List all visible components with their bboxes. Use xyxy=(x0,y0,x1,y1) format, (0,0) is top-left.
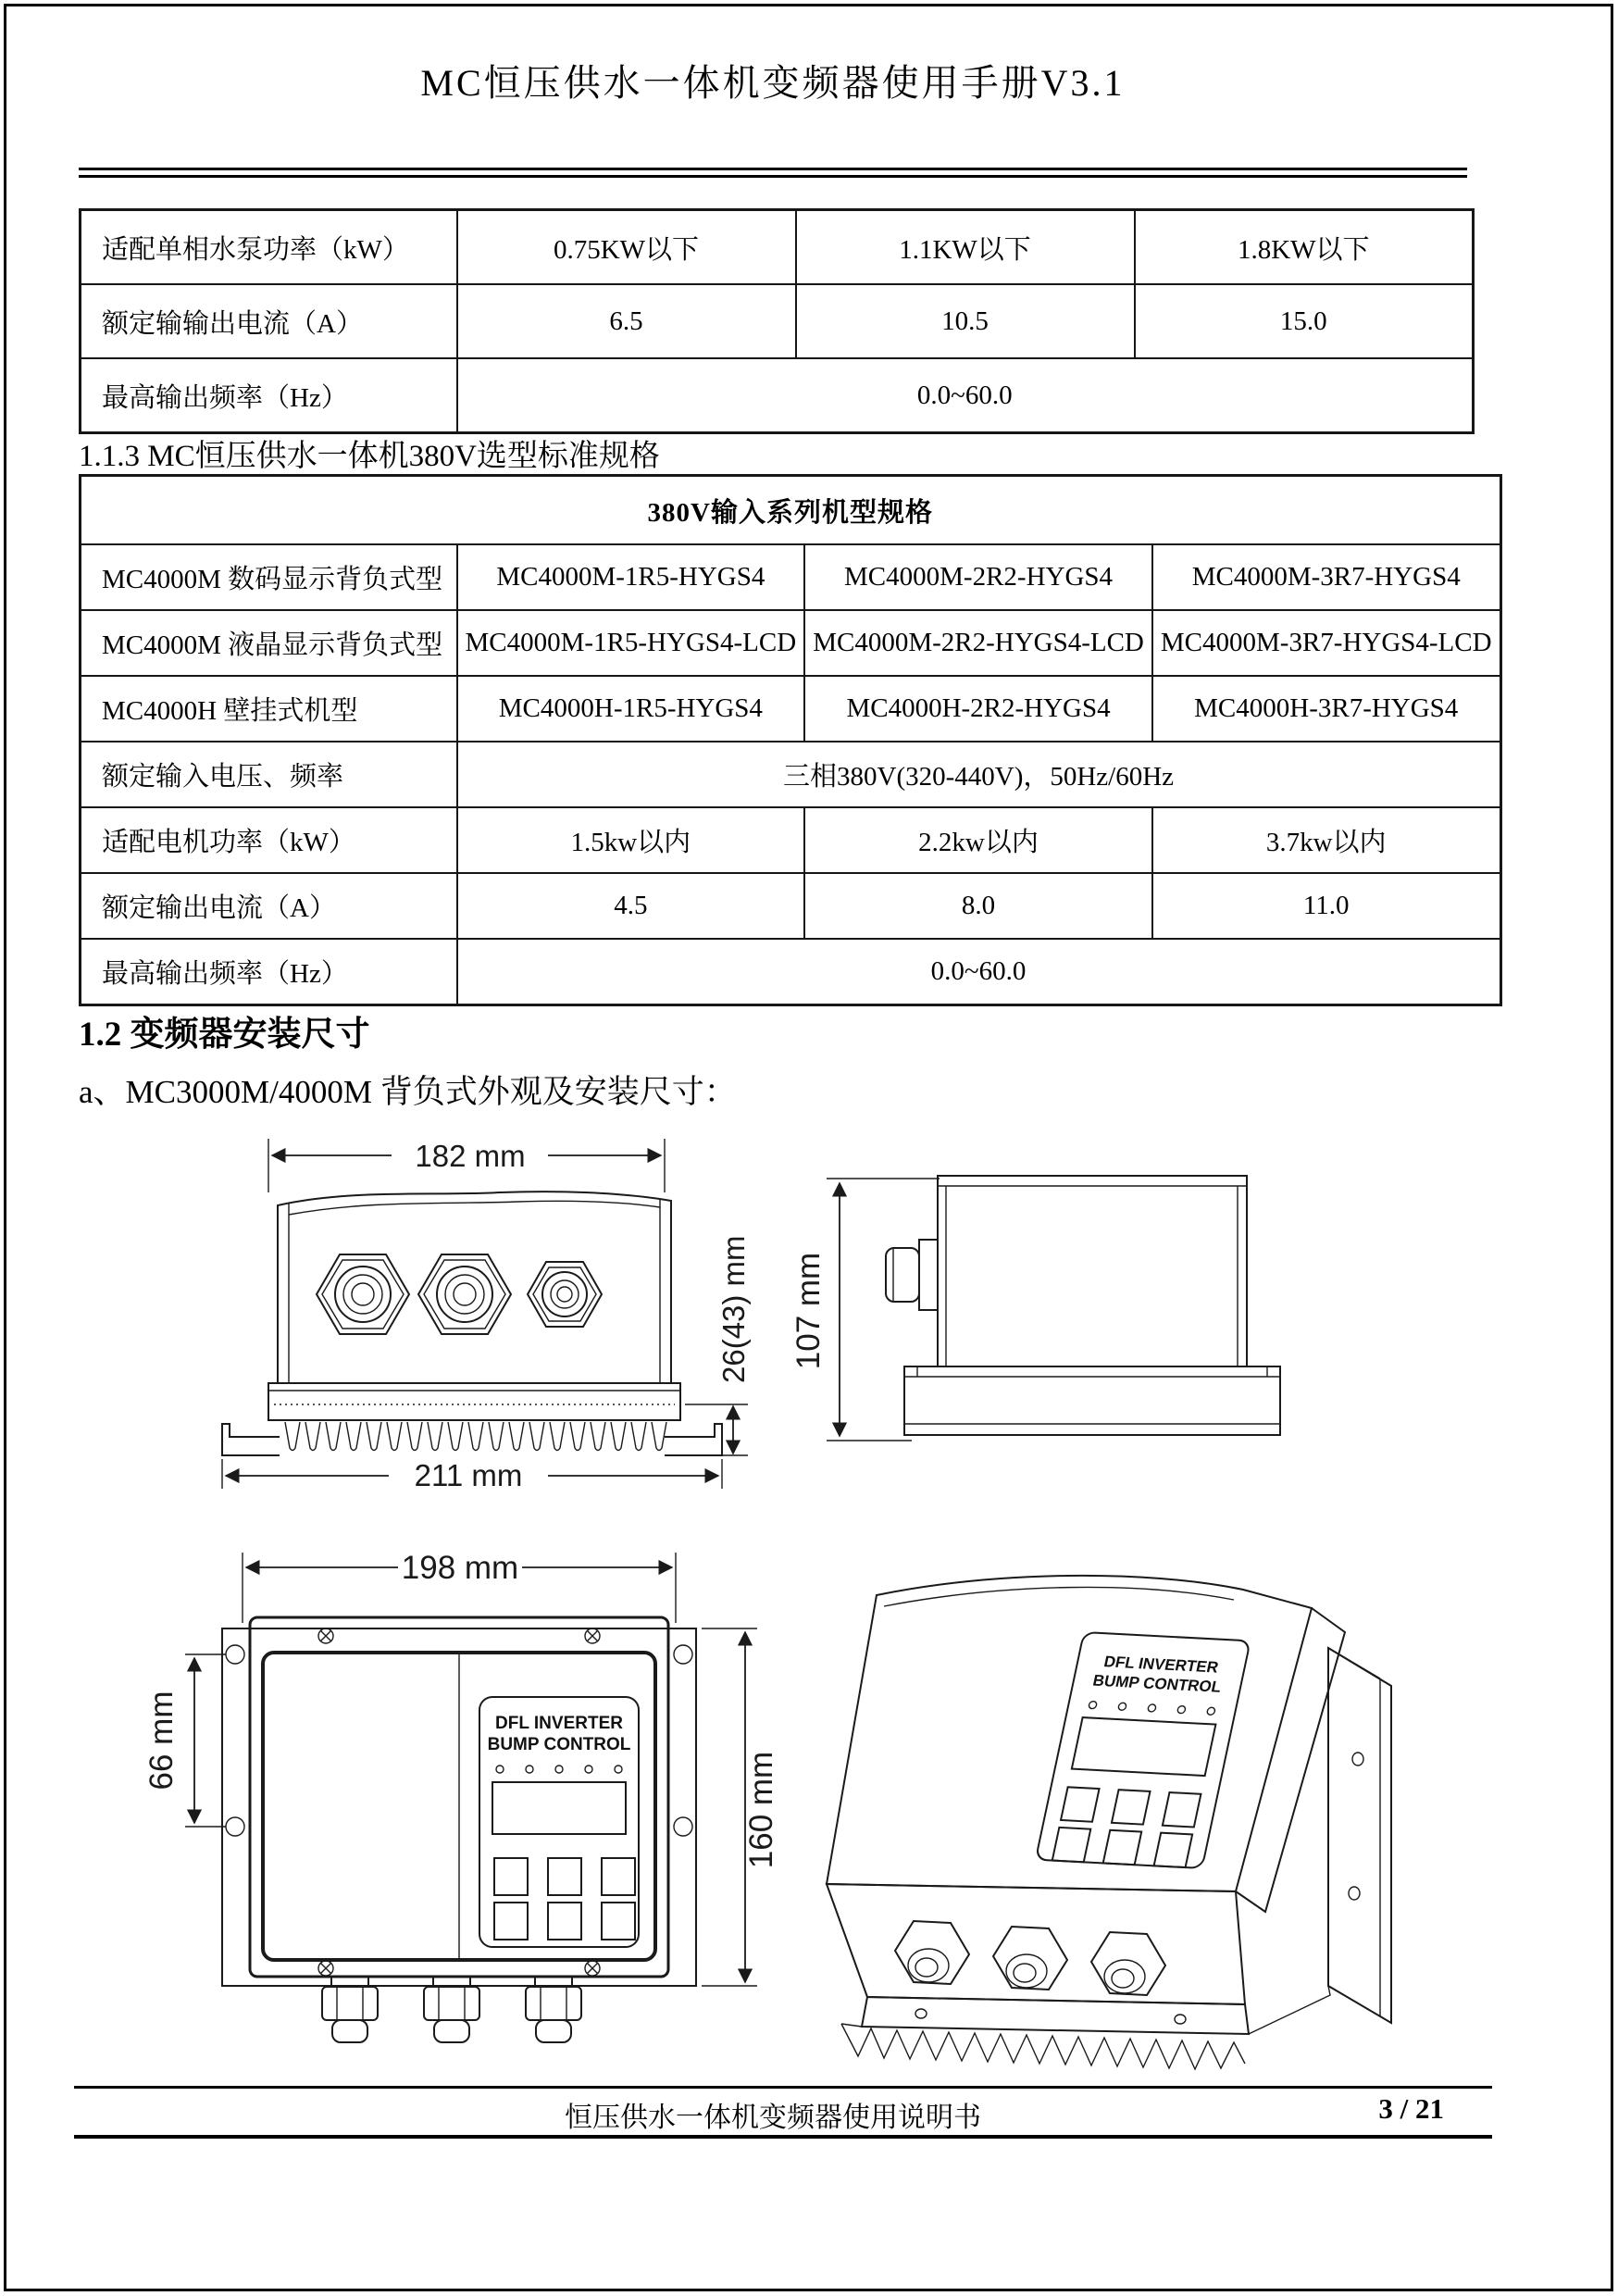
cell-value: 10.5 xyxy=(796,284,1135,358)
keypad-buttons xyxy=(494,1858,635,1940)
table-row xyxy=(81,939,1501,1005)
cell-label: 最高输出频率（Hz） xyxy=(81,939,457,1005)
cell-value: 2.2kw以内 xyxy=(804,807,1152,873)
svg-text:160 mm: 160 mm xyxy=(743,1751,779,1869)
cell-value: 11.0 xyxy=(1152,873,1500,939)
page-title: MC恒压供水一体机变频器使用手册V3.1 xyxy=(420,62,1126,104)
drawing-front-view xyxy=(130,1131,778,1502)
cell-value: 1.5kw以内 xyxy=(457,807,805,873)
keypad-panel xyxy=(1036,1632,1251,1868)
heatsink-plate xyxy=(268,1383,680,1420)
table-row xyxy=(81,358,1474,433)
cell-value: MC4000M-3R7-HYGS4 xyxy=(1152,544,1500,610)
inverter-body-side xyxy=(938,1176,1247,1366)
cell-value: MC4000H-2R2-HYGS4 xyxy=(804,676,1152,742)
cell-value: 3.7kw以内 xyxy=(1152,807,1500,873)
cable-gland-icon xyxy=(895,1921,969,1984)
screw-icon xyxy=(585,1961,600,1976)
table-row xyxy=(81,676,1501,742)
cable-gland-bottom-icon xyxy=(526,1977,581,2042)
cell-value: 0.75KW以下 xyxy=(457,210,796,285)
cell-value: 15.0 xyxy=(1135,284,1474,358)
cell-value: MC4000M-1R5-HYGS4 xyxy=(457,544,805,610)
cell-value: 8.0 xyxy=(804,873,1152,939)
svg-text:198 mm: 198 mm xyxy=(401,1550,519,1586)
cell-value: MC4000H-1R5-HYGS4 xyxy=(457,676,805,742)
cable-gland-icon xyxy=(317,1254,409,1334)
table-row xyxy=(81,284,1474,358)
heatsink-base-side xyxy=(904,1366,1280,1435)
cell-value-span: 三相380V(320-440V)，50Hz/60Hz xyxy=(457,742,1501,807)
svg-text:211 mm: 211 mm xyxy=(414,1458,523,1492)
screw-icon xyxy=(318,1628,333,1643)
keypad-buttons xyxy=(1052,1787,1201,1867)
table-row xyxy=(81,742,1501,807)
drawing-iso-view xyxy=(810,1523,1458,2060)
cell-value: 1.8KW以下 xyxy=(1135,210,1474,285)
iso-heatsink xyxy=(841,1986,1330,2069)
led-indicator-icon xyxy=(496,1766,622,1773)
svg-text:107 mm: 107 mm xyxy=(790,1252,827,1370)
table-row xyxy=(81,610,1501,676)
cell-label: 额定输出电流（A） xyxy=(81,873,457,939)
section-subline: a、MC3000M/4000M 背负式外观及安装尺寸： xyxy=(79,1074,737,1110)
drawing-side-view xyxy=(782,1128,1301,1470)
heatsink-fins xyxy=(285,1422,666,1451)
display-screen xyxy=(1072,1717,1216,1776)
svg-text:BUMP CONTROL: BUMP CONTROL xyxy=(487,1735,631,1754)
table-title-row xyxy=(81,476,1501,545)
table-220v-specs xyxy=(79,208,1475,434)
svg-text:DFL INVERTER: DFL INVERTER xyxy=(1101,1653,1221,1677)
cable-gland-bottom-icon xyxy=(424,1977,479,2042)
iso-body xyxy=(827,1576,1345,2004)
cell-label: 额定输入电压、频率 xyxy=(81,742,457,807)
svg-text:182 mm: 182 mm xyxy=(415,1139,526,1173)
header-double-rule xyxy=(79,168,1467,178)
cell-value-span: 0.0~60.0 xyxy=(457,939,1501,1005)
cable-gland-icon xyxy=(993,1927,1067,1990)
led-indicator-icon xyxy=(1089,1701,1215,1715)
cell-label: 适配单相水泵功率（kW） xyxy=(81,210,457,285)
drawing-wall-view xyxy=(130,1532,805,2060)
table-row xyxy=(81,807,1501,873)
section-heading-113: 1.1.3 MC恒压供水一体机380V选型标准规格 xyxy=(79,440,660,473)
cell-label: MC4000M 液晶显示背负式型 xyxy=(81,610,457,676)
cell-label: 适配电机功率（kW） xyxy=(81,807,457,873)
dim-66 xyxy=(143,1654,226,1827)
cell-label: MC4000H 壁挂式机型 xyxy=(81,676,457,742)
footer-rule-top xyxy=(74,2086,1492,2089)
cell-value: MC4000H-3R7-HYGS4 xyxy=(1152,676,1500,742)
cable-gland-icon xyxy=(528,1262,602,1327)
table-title: 380V输入系列机型规格 xyxy=(81,476,1501,545)
page-number: 3 / 21 xyxy=(1378,2092,1444,2125)
screw-icon xyxy=(318,1961,333,1976)
dim-107 xyxy=(790,1179,940,1441)
cell-label: 额定输输出电流（A） xyxy=(81,284,457,358)
dim-198 xyxy=(243,1550,676,1623)
cable-gland-bottom-icon xyxy=(322,1977,378,2042)
mounting-foot-left xyxy=(222,1424,280,1455)
cell-label: 最高输出频率（Hz） xyxy=(81,358,457,433)
svg-text:DFL INVERTER: DFL INVERTER xyxy=(495,1714,623,1733)
table-row xyxy=(81,210,1474,285)
cell-value: MC4000M-2R2-HYGS4 xyxy=(804,544,1152,610)
screw-icon xyxy=(585,1628,600,1643)
iso-mounting-plate xyxy=(1328,1648,1391,2023)
cell-value: 6.5 xyxy=(457,284,796,358)
table-row xyxy=(81,544,1501,610)
table-380v-specs xyxy=(79,474,1502,1006)
svg-text:BUMP CONTROL: BUMP CONTROL xyxy=(1090,1671,1224,1696)
table-row xyxy=(81,873,1501,939)
cell-value: 4.5 xyxy=(457,873,805,939)
footer-rule-bottom xyxy=(74,2135,1492,2139)
dim-182 xyxy=(268,1139,665,1192)
cable-gland-icon xyxy=(418,1254,511,1334)
svg-text:26(43) mm: 26(43) mm xyxy=(716,1235,751,1383)
section-heading-12: 1.2 变频器安装尺寸 xyxy=(79,1016,370,1054)
dim-160 xyxy=(702,1628,779,1986)
cell-value: 1.1KW以下 xyxy=(796,210,1135,285)
cell-value: MC4000M-1R5-HYGS4-LCD xyxy=(457,610,805,676)
dim-211 xyxy=(222,1458,722,1492)
cable-gland-side-icon xyxy=(886,1240,938,1310)
display-screen xyxy=(492,1782,626,1834)
cell-value: MC4000M-2R2-HYGS4-LCD xyxy=(804,610,1152,676)
keypad-panel xyxy=(479,1697,639,1947)
cell-value-span: 0.0~60.0 xyxy=(457,358,1474,433)
cell-value: MC4000M-3R7-HYGS4-LCD xyxy=(1152,610,1500,676)
mounting-foot-right xyxy=(665,1424,722,1455)
cell-label: MC4000M 数码显示背负式型 xyxy=(81,544,457,610)
footer-title: 恒压供水一体机变频器使用说明书 xyxy=(565,2103,981,2133)
cable-gland-icon xyxy=(1091,1932,1165,1995)
svg-text:66 mm: 66 mm xyxy=(143,1691,180,1791)
dim-26-43 xyxy=(685,1235,751,1455)
